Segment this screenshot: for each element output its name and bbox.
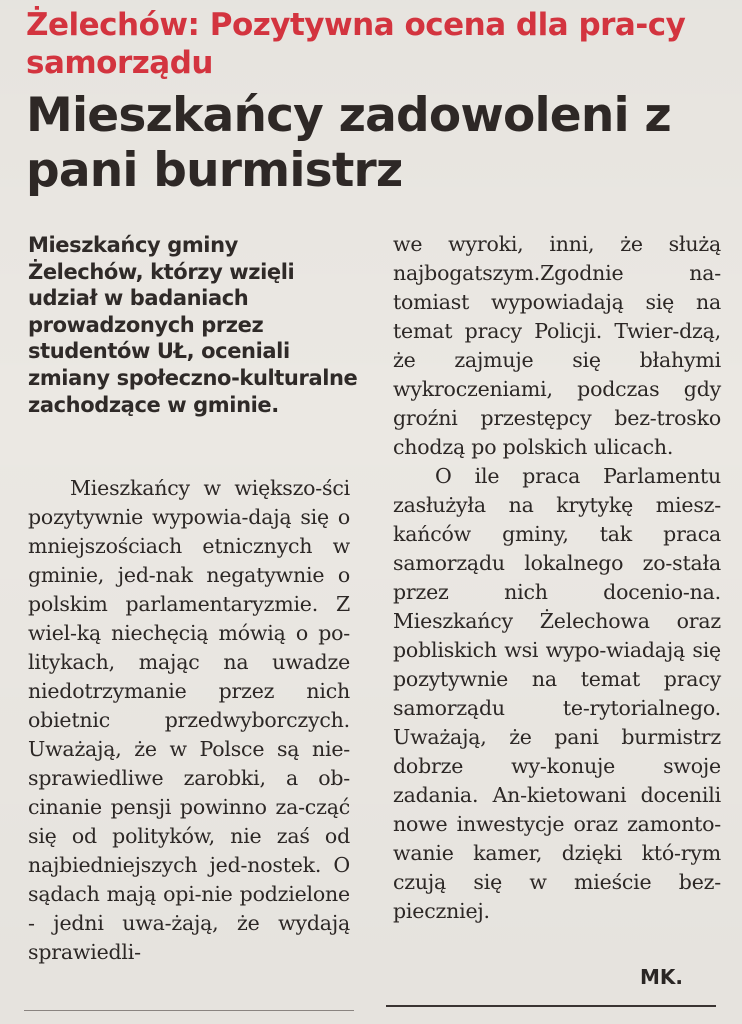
article-column-right bbox=[393, 230, 721, 926]
divider bbox=[386, 1005, 716, 1007]
article-column-left bbox=[28, 474, 350, 967]
paragraph: Mieszkańcy w większo-ści pozytywnie wypowia-dają się o mniejszościach etnicznych w gminie, jed-nak negatywnie o polskim parlamentaryzmie. Z wiel-ką niechęcią mówią o po-litykach, mając na uwadze niedotrzymanie przez nich obietnic przedwyborczych. Uważają, że w Polsce są nie-sprawiedliwe zarobki, a ob-cinanie pensji powinno za-cząć się od polityków, nie zaś od najbiedniejszych jed-nostek. O sądach mają opi-nie podzielone - jedni uwa-żają, że wydają sprawiedli- bbox=[28, 476, 350, 964]
divider bbox=[24, 1010, 354, 1011]
article-lead: Mieszkańcy gminy Żelechów, którzy wzięli udział w badaniach prowadzonych przez studentów UŁ, oceniali zmiany społeczno-kulturalne zachodzące w gminie. bbox=[28, 233, 358, 417]
paragraph: we wyroki, inni, że służą najbogatszym.Zgodnie na-tomiast wypowiadają się na temat pracy Policji. Twier-dzą, że zajmuje się błahymi wykroczeniami, podczas gdy groźni przestępcy bez-trosko chodzą po polskich ulicach. bbox=[393, 232, 721, 459]
author-signature: MK. bbox=[640, 965, 683, 989]
paragraph: O ile praca Parlamentu zasłużyła na krytykę miesz-kańców gminy, tak praca samorządu lokalnego zo-stała przez nich docenio-na. Mieszkańcy Żelechowa oraz pobliskich wsi wypo-wiadają się pozytywnie na temat pracy samorządu te-rytorialnego. Uważają, że pani burmistrz dobrze wy-konuje swoje zadania. An-kietowani docenili nowe inwestycje oraz zamonto-wanie kamer, dzięki któ-rym czują się w mieście bez-pieczniej. bbox=[393, 464, 721, 923]
article-headline: Mieszkańcy zadowoleni z pani burmistrz bbox=[26, 88, 671, 198]
article-kicker: Żelechów: Pozytywna ocena dla pra-cy samorządu bbox=[26, 7, 686, 81]
